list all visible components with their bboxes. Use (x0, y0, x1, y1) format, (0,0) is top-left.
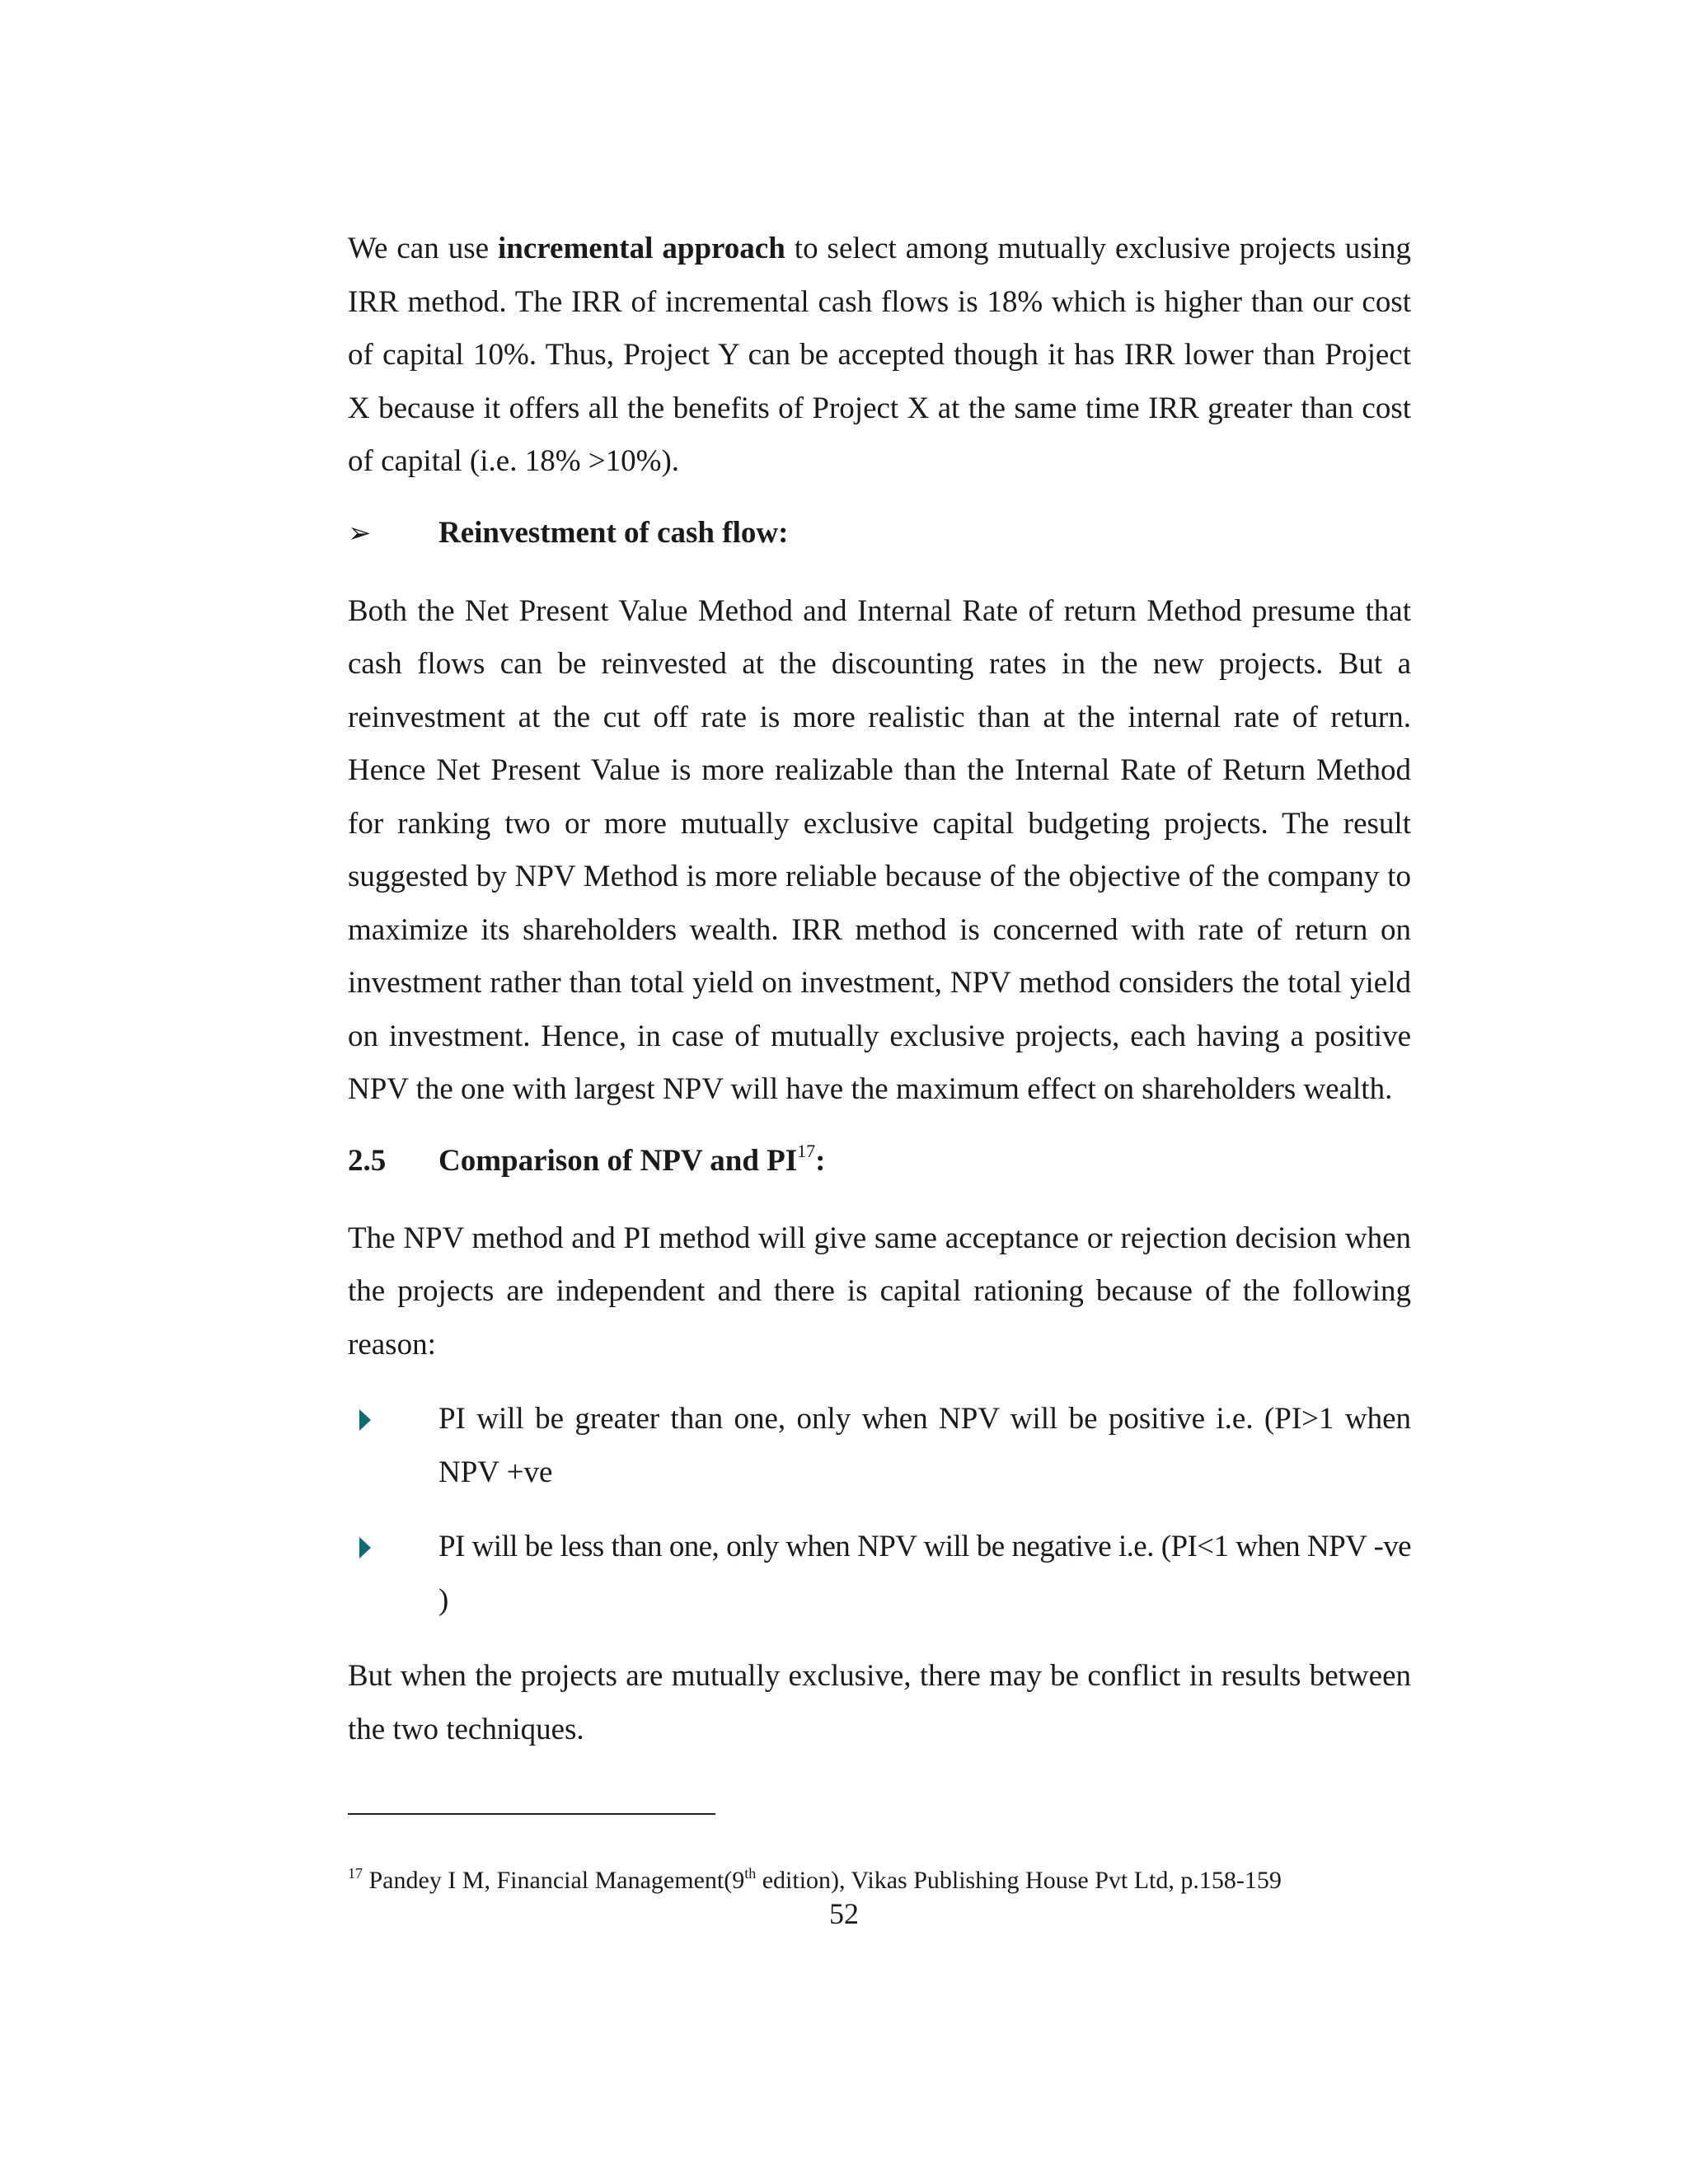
reinvestment-heading (348, 507, 1411, 560)
footnote-divider (348, 1813, 715, 1815)
bullet-item-2 (348, 1521, 1411, 1627)
footnote-superscript: th (744, 1865, 757, 1882)
footnote-text-before: Pandey I M, Financial Management(9 (363, 1867, 745, 1894)
section-heading (348, 1135, 1411, 1188)
triangle-bullet-icon (348, 1521, 438, 1573)
section-title: Comparison of NPV and PI (438, 1143, 798, 1178)
page-body (348, 223, 1411, 1756)
footnote-number: 17 (348, 1865, 363, 1882)
paragraph-suffix: to select among mutually exclusive projects using IRR method. The IRR of incremental cash flows is 18% which is higher than our cost of capital 10%. Thus, Project Y can be accepted though it has IRR lower than Project X because it offers all the benefits of Project X at the same time IRR greater than cost of capital (i.e. 18% >10%). (348, 232, 1411, 478)
bullet-item-1 (348, 1393, 1411, 1499)
paragraph-reinvestment: Both the Net Present Value Method and Internal Rate of return Method presume that cash flows can be reinvested at the discounting rates in the new projects. But a reinvestment at the cut off rate is more realistic than at the internal rate of return. Hence Net Present Value is more realizable than the Internal Rate of Return Method for ranking two or more mutually exclusive capital budgeting projects. The result suggested by NPV Method is more reliable because of the objective of the company to maximize its shareholders wealth. IRR method is concerned with rate of return on investment rather than total yield on investment, NPV method considers the total yield on investment. Hence, in case of mutually exclusive projects, each having a positive NPV the one with largest NPV will have the maximum effect on shareholders wealth. (348, 593, 1411, 1106)
paragraph-prefix: We can use (348, 232, 499, 265)
section-colon: : (815, 1143, 826, 1178)
triangle-bullet-icon (348, 1393, 438, 1446)
section-title-wrap (438, 1135, 825, 1188)
footnote-reference: 17 (797, 1140, 816, 1161)
arrow-bullet-icon: ➢ (348, 518, 372, 549)
section-number: 2.5 (348, 1143, 387, 1178)
bullet-text-2: PI will be less than one, only when NPV will be negative i.e. (PI<1 when NPV -ve ) (438, 1530, 1411, 1617)
footnote (348, 1864, 1282, 1897)
bullet-text-1: PI will be greater than one, only when NPV will be positive i.e. (PI>1 when NPV +ve (438, 1402, 1411, 1489)
page-number: 52 (829, 1897, 859, 1930)
bold-term-incremental-approach: incremental approach (498, 232, 785, 265)
paragraph-npv-pi: The NPV method and PI method will give same acceptance or rejection decision when the projects are independent and there is capital rationing because of the following reason: (348, 1221, 1411, 1361)
paragraph-conflict: But when the projects are mutually exclusive, there may be conflict in results between the two techniques. (348, 1659, 1411, 1746)
paragraph-incremental-approach (348, 223, 1411, 489)
footnote-text-after: edition), Vikas Publishing House Pvt Ltd, p.158-159 (756, 1867, 1282, 1894)
reinvestment-heading-text: Reinvestment of cash flow: (438, 515, 789, 550)
